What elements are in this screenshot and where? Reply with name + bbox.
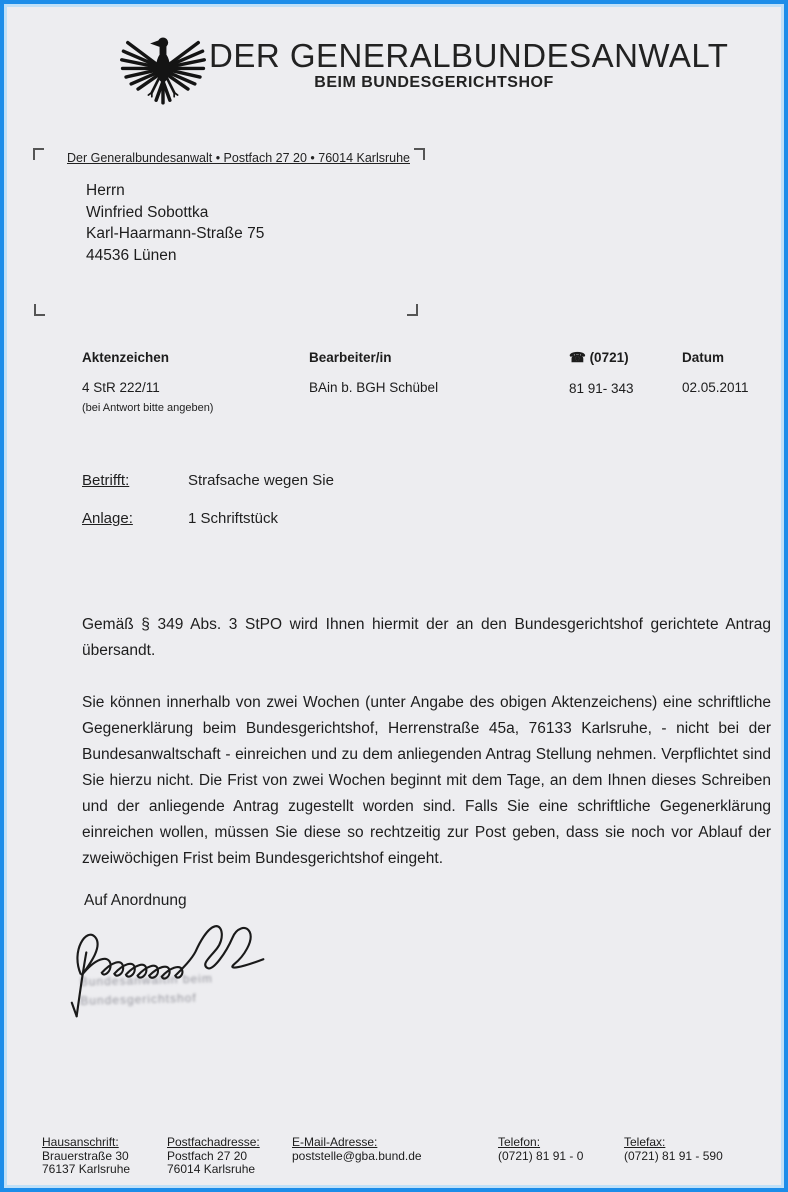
body-paragraph-1: Gemäß § 349 Abs. 3 StPO wird Ihnen hiermit der an den Bundesgerichtshof gerichtete Antrag übersandt.: [82, 616, 771, 659]
anlage-row: [82, 510, 682, 527]
reference-datum: [682, 350, 754, 414]
footer-telefax: [624, 1136, 723, 1163]
footer-telefon: [498, 1136, 583, 1163]
email-label: E-Mail-Adresse:: [292, 1135, 378, 1149]
handwritten-signature: [62, 906, 277, 1024]
betrifft-row: [82, 472, 682, 489]
anlage-label: Anlage:: [82, 510, 133, 527]
hausanschrift-city: 76137 Karlsruhe: [42, 1162, 131, 1176]
postfach-city: 76014 Karlsruhe: [167, 1162, 256, 1176]
recipient-address-block: [86, 180, 264, 266]
footer-telefon-label: Telefon:: [498, 1135, 541, 1149]
fold-mark-top-left: [33, 148, 44, 160]
stamp-text-illegible: Bundesanwältin beim Bundesgerichtshof: [79, 971, 213, 1008]
closing-formula: Auf Anordnung: [84, 892, 187, 909]
datum-value: 02.05.2011: [682, 380, 749, 395]
anlage-value: 1 Schriftstück: [188, 510, 279, 527]
letterhead-title: DER GENERALBUNDESANWALT: [209, 37, 729, 74]
reference-aktenzeichen: [82, 350, 309, 414]
bearbeiter-value: BAin b. BGH Schübel: [309, 380, 439, 395]
fold-mark-bottom-right: [407, 304, 418, 316]
email-value: poststelle@gba.bund.de: [292, 1148, 422, 1163]
betrifft-value: Strafsache wegen Sie: [188, 472, 334, 489]
telefax-label: Telefax:: [624, 1135, 666, 1149]
datum-label: Datum: [682, 350, 725, 365]
bearbeiter-label: Bearbeiter/in: [309, 350, 392, 365]
reference-telefon: [569, 350, 682, 414]
body-paragraph-2: Sie können innerhalb von zwei Wochen (unter Angabe des obigen Aktenzeichens) eine schriftliche Gegenerklärung beim Bundesgerichtshof, Herrenstraße 45a, 76133 Karlsruhe, - nicht bei der Bundesanwaltschaft - einreichen und zu dem anliegenden Antrag Stellung nehmen. Verpflichtet sind Sie hierzu nicht. Die Frist von zwei Wochen beginnt mit dem Tage, an dem Ihnen dieses Schreiben und der anliegende Antrag zugestellt worden sind. Falls Sie eine schriftliche Gegenerklärung einreichen wollen, müssen Sie diese so rechtzeitig zur Post geben, dass sie noch vor Ablauf der zweiwöchigen Frist beim Bundesgerichtshof eingeht.: [82, 694, 771, 867]
return-address-line: Der Generalbundesanwalt • Postfach 27 20 • 76014 Karlsruhe: [67, 151, 410, 165]
aktenzeichen-note: (bei Antwort bitte angeben): [82, 402, 214, 414]
hausanschrift-label: Hausanschrift:: [42, 1135, 119, 1149]
telefon-value: 81 91- 343: [569, 381, 634, 396]
recipient-salutation: Herrn: [86, 182, 125, 199]
postfach-label: Postfachadresse:: [167, 1135, 260, 1149]
letterhead-subtitle: BEIM BUNDESGERICHTSHOF: [314, 74, 554, 91]
betrifft-label: Betrifft:: [82, 472, 130, 489]
footer-postfachadresse: [167, 1136, 260, 1177]
telefax-value: (0721) 81 91 - 590: [624, 1148, 723, 1163]
recipient-city: 44536 Lünen: [86, 246, 177, 264]
footer-hausanschrift: [42, 1136, 130, 1177]
telefon-label: ☎ (0721): [569, 350, 629, 365]
fold-mark-top-right: [414, 148, 425, 160]
reference-row: [82, 350, 754, 414]
footer-email: [292, 1136, 422, 1163]
fold-mark-bottom-left: [34, 304, 45, 316]
recipient-name: Winfried Sobottka: [86, 203, 209, 221]
reference-bearbeiter: [309, 350, 569, 414]
aktenzeichen-label: Aktenzeichen: [82, 350, 170, 365]
aktenzeichen-value: 4 StR 222/11: [82, 380, 160, 395]
hausanschrift-street: Brauerstraße 30: [42, 1148, 129, 1163]
recipient-street: Karl-Haarmann-Straße 75: [86, 225, 265, 242]
federal-eagle-icon: [120, 30, 206, 112]
footer-telefon-value: (0721) 81 91 - 0: [498, 1148, 584, 1163]
postfach-box: Postfach 27 20: [167, 1148, 248, 1163]
